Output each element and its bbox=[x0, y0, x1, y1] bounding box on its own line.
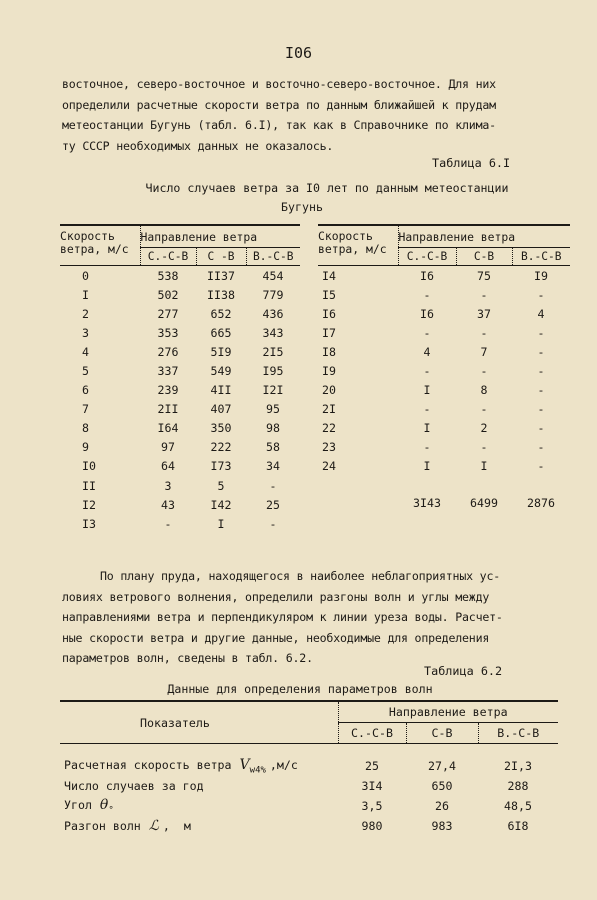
value-cell: I6 bbox=[420, 306, 434, 321]
table-row bbox=[318, 419, 570, 438]
value-cell: 288 bbox=[507, 779, 529, 793]
speed-header-line1: Скорость bbox=[318, 229, 373, 243]
table-row bbox=[60, 756, 558, 776]
table-row bbox=[60, 266, 300, 286]
speed-cell: I9 bbox=[322, 364, 336, 379]
speed-cell: I8 bbox=[322, 344, 336, 359]
speed-cell: 0 bbox=[82, 268, 89, 283]
value-cell: - bbox=[480, 364, 488, 379]
table-row bbox=[60, 304, 300, 323]
total-cell: 2876 bbox=[527, 495, 555, 510]
speed-cell: 7 bbox=[82, 402, 89, 417]
value-cell: 343 bbox=[262, 325, 284, 340]
table-row bbox=[318, 438, 570, 457]
table-row bbox=[60, 419, 300, 438]
col-header: С -В bbox=[196, 248, 246, 266]
indicator-label: Расчетная скорость ветра bbox=[64, 757, 232, 772]
value-cell: 97 bbox=[161, 440, 175, 455]
speed-cell: 23 bbox=[322, 440, 336, 455]
indicator-label: Разгон волн bbox=[64, 819, 141, 833]
unit-label: ,м/с bbox=[269, 757, 298, 772]
indicator-header: Показатель bbox=[60, 701, 338, 744]
speed-cell: 2I bbox=[322, 402, 336, 417]
value-cell: - bbox=[164, 516, 172, 531]
math-symbol: V bbox=[239, 756, 250, 773]
totals-row bbox=[318, 493, 570, 512]
table1-right bbox=[318, 224, 570, 512]
value-cell: 277 bbox=[157, 306, 179, 321]
table-row bbox=[318, 457, 570, 476]
table-row bbox=[318, 342, 570, 361]
direction-header: Направление ветра bbox=[338, 701, 558, 723]
spacer bbox=[318, 476, 570, 493]
table1-caption: Таблица 6.I bbox=[432, 156, 511, 170]
value-cell: 337 bbox=[157, 364, 179, 379]
value-cell: 983 bbox=[431, 819, 453, 833]
table1-left bbox=[60, 224, 300, 533]
value-cell: I bbox=[423, 459, 431, 474]
value-cell: 75 bbox=[477, 268, 491, 283]
value-cell: 779 bbox=[262, 287, 284, 302]
total-cell: 3I43 bbox=[413, 495, 441, 510]
value-cell: 407 bbox=[210, 402, 232, 417]
value-cell: - bbox=[537, 440, 545, 455]
col-header: В.-С-В bbox=[512, 248, 570, 266]
value-cell: I73 bbox=[210, 459, 232, 474]
col-header: С.-С-В bbox=[338, 723, 406, 744]
speed-cell: 2 bbox=[82, 306, 89, 321]
value-cell: I64 bbox=[157, 421, 179, 436]
table2 bbox=[60, 700, 558, 836]
intro-paragraph bbox=[62, 74, 496, 156]
math-symbol: ℒ bbox=[148, 818, 159, 834]
col-header: С.-С-В bbox=[398, 248, 456, 266]
value-cell: 665 bbox=[210, 325, 232, 340]
indicator-cell bbox=[60, 756, 338, 776]
indicator-cell bbox=[60, 816, 338, 836]
value-cell: - bbox=[537, 325, 545, 340]
indicator-label: Число случаев за год bbox=[64, 779, 204, 793]
col-header: С-В bbox=[456, 248, 512, 266]
value-cell: 7 bbox=[480, 344, 488, 359]
table-row bbox=[60, 476, 300, 495]
speed-cell: 4 bbox=[82, 344, 89, 359]
value-cell: I2I bbox=[262, 383, 284, 398]
direction-header: Направление ветра bbox=[140, 225, 300, 248]
value-cell: 2II bbox=[157, 402, 179, 417]
value-cell: 43 bbox=[161, 497, 175, 512]
value-cell: - bbox=[537, 383, 545, 398]
table1-title-line1: Число случаев ветра за I0 лет по данным метеостанции bbox=[145, 181, 509, 195]
indicator-label: Угол bbox=[64, 797, 92, 812]
value-cell: 3 bbox=[164, 478, 172, 493]
middle-line: направлениями ветра и перпендикуляром к линии уреза воды. Расчет- bbox=[62, 610, 503, 624]
value-cell: - bbox=[480, 440, 488, 455]
middle-line: По плану пруда, находящегося в наиболее неблагоприятных ус- bbox=[100, 569, 501, 583]
table-row bbox=[318, 323, 570, 342]
table-row bbox=[60, 438, 300, 457]
total-cell: 6499 bbox=[470, 495, 498, 510]
value-cell: - bbox=[423, 325, 431, 340]
value-cell: I bbox=[423, 383, 431, 398]
value-cell: 650 bbox=[431, 779, 453, 793]
value-cell: - bbox=[480, 325, 488, 340]
intro-line: метеостанции Бугунь (табл. 6.I), так как в Справочнике по клима- bbox=[62, 118, 496, 132]
speed-header bbox=[318, 225, 398, 266]
value-cell: 8 bbox=[480, 383, 488, 398]
value-cell: 549 bbox=[210, 364, 232, 379]
value-cell: I9 bbox=[534, 268, 548, 283]
symbol-subscript: ° bbox=[108, 805, 114, 816]
table2-body bbox=[60, 756, 558, 836]
value-cell: I95 bbox=[262, 364, 284, 379]
table-row bbox=[318, 304, 570, 323]
speed-cell: 6 bbox=[82, 383, 89, 398]
speed-cell: I0 bbox=[82, 459, 96, 474]
table2-caption: Таблица 6.2 bbox=[424, 664, 503, 678]
col-header: С.-С-В bbox=[140, 248, 196, 266]
value-cell: - bbox=[537, 287, 545, 302]
table-row bbox=[318, 266, 570, 286]
table-row bbox=[318, 400, 570, 419]
intro-line: определили расчетные скорости ветра по данным ближайшей к прудам bbox=[62, 97, 496, 112]
speed-cell: I bbox=[82, 287, 89, 302]
speed-cell: I7 bbox=[322, 325, 336, 340]
speed-cell: I5 bbox=[322, 287, 336, 302]
col-header: В.-С-В bbox=[246, 248, 300, 266]
table-row bbox=[60, 361, 300, 380]
math-symbol: θ bbox=[99, 796, 109, 813]
value-cell: 48,5 bbox=[504, 799, 532, 813]
table-row bbox=[60, 776, 558, 796]
table-row bbox=[318, 361, 570, 380]
table-row bbox=[60, 285, 300, 304]
table-row bbox=[60, 457, 300, 476]
middle-line: ловиях ветрового волнения, определили разгоны волн и углы между bbox=[62, 589, 490, 604]
value-cell: 98 bbox=[266, 421, 280, 436]
indicator-cell bbox=[60, 796, 338, 816]
middle-paragraph bbox=[62, 566, 503, 669]
value-cell: 34 bbox=[266, 459, 280, 474]
value-cell: 538 bbox=[157, 268, 179, 283]
speed-cell: I3 bbox=[82, 516, 96, 531]
table-row bbox=[60, 495, 300, 514]
speed-cell: 8 bbox=[82, 421, 89, 436]
value-cell: II38 bbox=[207, 287, 235, 302]
value-cell: 454 bbox=[262, 268, 284, 283]
value-cell: 2I5 bbox=[262, 344, 284, 359]
value-cell: I bbox=[217, 516, 225, 531]
value-cell: - bbox=[537, 402, 545, 417]
value-cell: - bbox=[269, 478, 277, 493]
table-row bbox=[60, 381, 300, 400]
value-cell: 239 bbox=[157, 383, 179, 398]
speed-cell: I6 bbox=[322, 306, 336, 321]
symbol-subscript: w4% bbox=[249, 765, 266, 776]
intro-line: ту СССР необходимых данных не оказалось. bbox=[62, 138, 334, 153]
value-cell: 25 bbox=[266, 497, 280, 512]
value-cell: 64 bbox=[161, 459, 175, 474]
value-cell: - bbox=[537, 344, 545, 359]
value-cell: 27,4 bbox=[428, 759, 456, 773]
value-cell: I42 bbox=[210, 497, 232, 512]
speed-cell: 5 bbox=[82, 364, 89, 379]
speed-cell: 22 bbox=[322, 421, 336, 436]
table-row bbox=[318, 381, 570, 400]
speed-cell: 9 bbox=[82, 440, 89, 455]
col-header: В.-С-В bbox=[478, 723, 558, 744]
value-cell: 3I4 bbox=[361, 779, 383, 793]
value-cell: 4 bbox=[537, 306, 545, 321]
value-cell: 58 bbox=[266, 440, 280, 455]
value-cell: I bbox=[480, 459, 488, 474]
value-cell: I bbox=[423, 421, 431, 436]
table-row bbox=[60, 514, 300, 533]
value-cell: - bbox=[423, 287, 431, 302]
middle-line: ные скорости ветра и другие данные, необходимые для определения bbox=[62, 630, 490, 645]
table-row bbox=[60, 400, 300, 419]
value-cell: 2 bbox=[480, 421, 488, 436]
value-cell: - bbox=[423, 440, 431, 455]
speed-cell: 24 bbox=[322, 459, 336, 474]
value-cell: 353 bbox=[157, 325, 179, 340]
value-cell: 6I8 bbox=[507, 819, 529, 833]
value-cell: - bbox=[480, 402, 488, 417]
speed-header-line2: ветра, м/с bbox=[60, 242, 129, 256]
value-cell: 436 bbox=[262, 306, 284, 321]
table2-title: Данные для определения параметров волн bbox=[167, 682, 433, 696]
value-cell: - bbox=[537, 364, 545, 379]
value-cell: 5 bbox=[217, 478, 225, 493]
value-cell: 25 bbox=[365, 759, 379, 773]
table-row bbox=[60, 342, 300, 361]
value-cell: - bbox=[537, 421, 545, 436]
table-row bbox=[60, 796, 558, 816]
table-row bbox=[60, 323, 300, 342]
value-cell: 980 bbox=[361, 819, 383, 833]
page-number: I06 bbox=[284, 44, 313, 62]
spacer-row bbox=[318, 476, 570, 493]
value-cell: 3,5 bbox=[361, 799, 383, 813]
table1-left-body bbox=[60, 266, 300, 534]
value-cell: 350 bbox=[210, 421, 232, 436]
table-row bbox=[318, 285, 570, 304]
value-cell: - bbox=[480, 287, 488, 302]
value-cell: I6 bbox=[420, 268, 434, 283]
speed-header-line1: Скорость bbox=[60, 229, 115, 243]
value-cell: 95 bbox=[266, 402, 280, 417]
value-cell: 37 bbox=[477, 306, 491, 321]
table1-title-line2: Бугунь bbox=[281, 200, 323, 214]
totals-label-cell bbox=[318, 493, 398, 512]
value-cell: 222 bbox=[210, 440, 232, 455]
value-cell: 4II bbox=[210, 383, 232, 398]
speed-header bbox=[60, 225, 140, 266]
intro-line: восточное, северо-восточное и восточно-северо-восточное. Для них bbox=[62, 77, 496, 91]
table-row bbox=[60, 816, 558, 836]
middle-line: параметров волн, сведены в табл. 6.2. bbox=[62, 651, 313, 665]
speed-cell: 20 bbox=[322, 383, 336, 398]
speed-cell: I2 bbox=[82, 497, 96, 512]
value-cell: 4 bbox=[423, 344, 431, 359]
direction-header: Направление ветра bbox=[398, 225, 570, 248]
speed-cell: I4 bbox=[322, 268, 336, 283]
value-cell: 2I,3 bbox=[504, 759, 532, 773]
value-cell: 652 bbox=[210, 306, 232, 321]
col-header: С-В bbox=[406, 723, 478, 744]
value-cell: 502 bbox=[157, 287, 179, 302]
value-cell: - bbox=[423, 402, 431, 417]
speed-header-line2: ветра, м/с bbox=[318, 242, 387, 256]
speed-cell: 3 bbox=[82, 325, 89, 340]
unit-label: , м bbox=[162, 819, 191, 833]
value-cell: - bbox=[269, 516, 277, 531]
value-cell: 5I9 bbox=[210, 344, 232, 359]
value-cell: - bbox=[537, 459, 545, 474]
value-cell: 276 bbox=[157, 344, 179, 359]
table1-right-body bbox=[318, 266, 570, 513]
speed-cell: II bbox=[82, 478, 96, 493]
value-cell: II37 bbox=[207, 268, 235, 283]
value-cell: 26 bbox=[435, 799, 449, 813]
indicator-cell bbox=[60, 776, 338, 796]
value-cell: - bbox=[423, 364, 431, 379]
